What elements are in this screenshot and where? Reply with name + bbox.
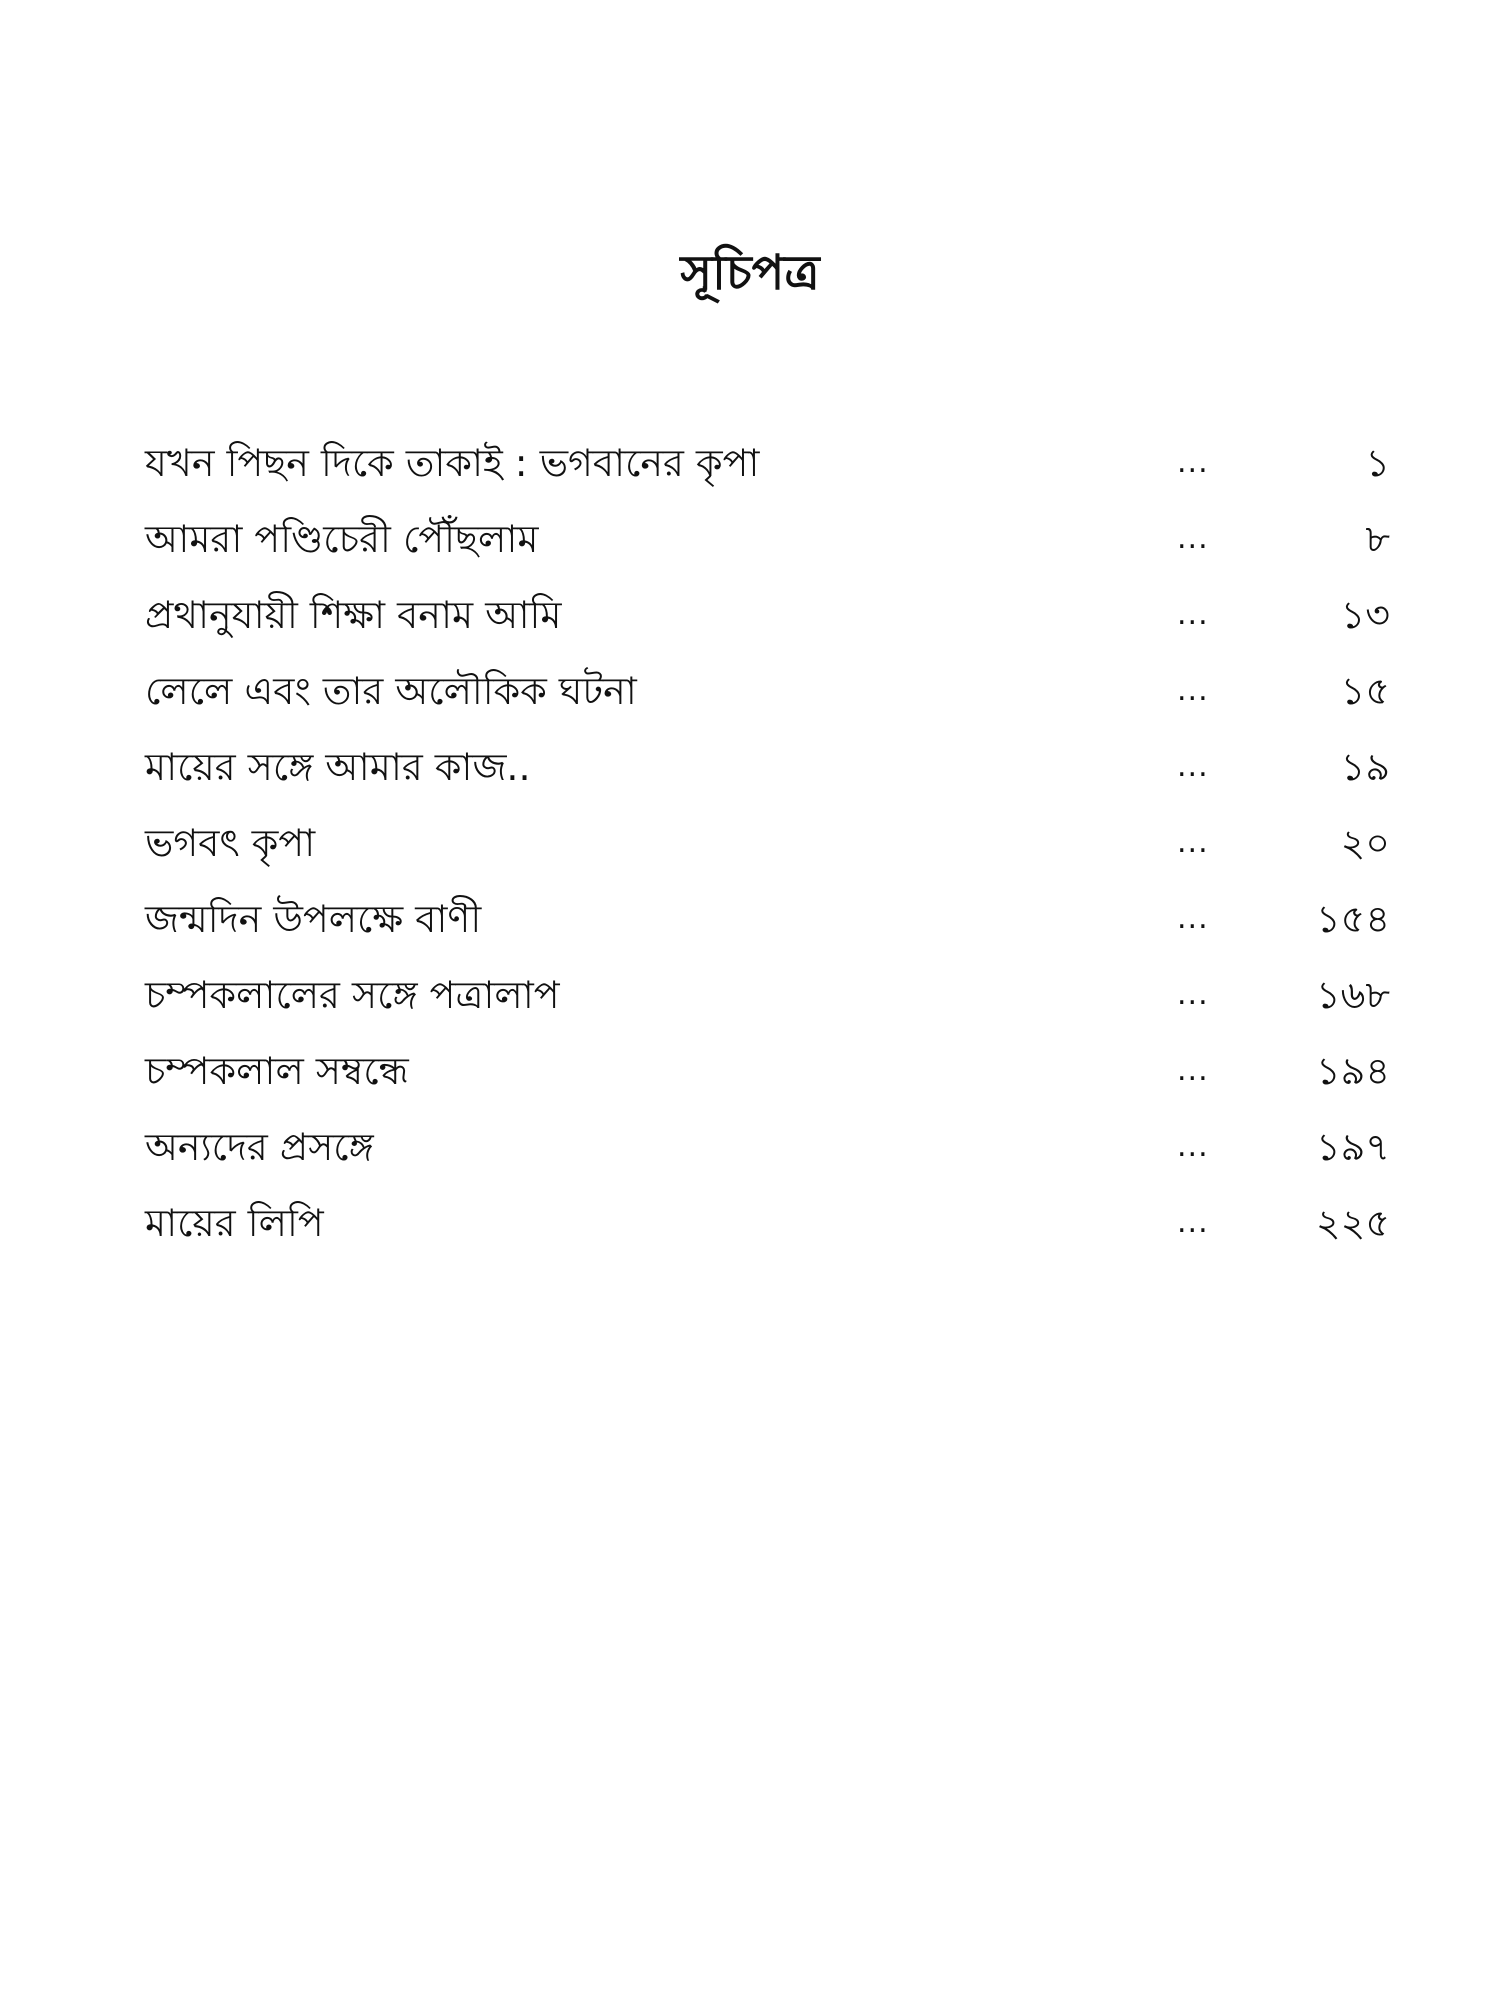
- toc-entry-title: যখন পিছন দিকে তাকাই : ভগবানের কৃপা: [145, 441, 760, 485]
- toc-page-number: ১৯: [1340, 745, 1390, 789]
- toc-entry-title: ভগবৎ কৃপা: [145, 821, 316, 865]
- toc-leader-dots: ...: [1177, 673, 1209, 708]
- toc-entry: [145, 425, 1390, 501]
- toc-page-number: ১৫: [1340, 669, 1390, 713]
- toc-page-number: ২০: [1340, 821, 1390, 865]
- toc-page-number: ১৩: [1340, 593, 1390, 637]
- toc-leader-dots: ...: [1177, 445, 1209, 480]
- toc-entry: [145, 1033, 1390, 1109]
- toc-entry-title: অন্যদের প্রসঙ্গে: [145, 1125, 374, 1169]
- toc-entry: [145, 577, 1390, 653]
- toc-entry-title: লেলে এবং তার অলৌকিক ঘটনা: [145, 669, 637, 713]
- toc-entry-title: মায়ের সঙ্গে আমার কাজ..: [145, 745, 531, 789]
- toc-entry: [145, 729, 1390, 805]
- toc-entry-title: জন্মদিন উপলক্ষে বাণী: [145, 897, 482, 941]
- toc-leader-dots: ...: [1177, 901, 1209, 936]
- toc-entry: [145, 1109, 1390, 1185]
- toc-page-number: ১৬৮: [1315, 973, 1390, 1017]
- toc-entry: [145, 805, 1390, 881]
- page-title: সূচিপত্র: [680, 245, 820, 301]
- toc-entry-title: চম্পকলাল সম্বন্ধে: [145, 1049, 409, 1093]
- toc-leader-dots: ...: [1177, 977, 1209, 1012]
- toc-leader-dots: ...: [1177, 1129, 1209, 1164]
- toc-entry: [145, 653, 1390, 729]
- toc-leader-dots: ...: [1177, 1205, 1209, 1240]
- toc-page-number: ১৯৪: [1316, 1049, 1390, 1093]
- toc-list: [145, 425, 1390, 1261]
- toc-leader-dots: ...: [1177, 825, 1209, 860]
- toc-entry: [145, 501, 1390, 577]
- toc-entry-title: চম্পকলালের সঙ্গে পত্রালাপ: [145, 973, 560, 1017]
- toc-entry-title: আমরা পণ্ডিচেরী পৌঁছলাম: [145, 517, 539, 561]
- toc-page-number: ১: [1365, 441, 1390, 485]
- toc-page-number: ২২৫: [1315, 1201, 1390, 1245]
- toc-page-number: ৮: [1365, 517, 1390, 561]
- toc-entry: [145, 957, 1390, 1033]
- toc-entry-title: প্রথানুযায়ী শিক্ষা বনাম আমি: [145, 593, 562, 637]
- toc-entry: [145, 1185, 1390, 1261]
- toc-page-number: ১৯৭: [1315, 1125, 1390, 1169]
- toc-page-number: ১৫৪: [1316, 897, 1390, 941]
- toc-entry-title: মায়ের লিপি: [145, 1201, 324, 1245]
- toc-leader-dots: ...: [1177, 521, 1209, 556]
- toc-leader-dots: ...: [1177, 1053, 1209, 1088]
- toc-leader-dots: ...: [1177, 749, 1209, 784]
- toc-leader-dots: ...: [1177, 597, 1209, 632]
- toc-entry: [145, 881, 1390, 957]
